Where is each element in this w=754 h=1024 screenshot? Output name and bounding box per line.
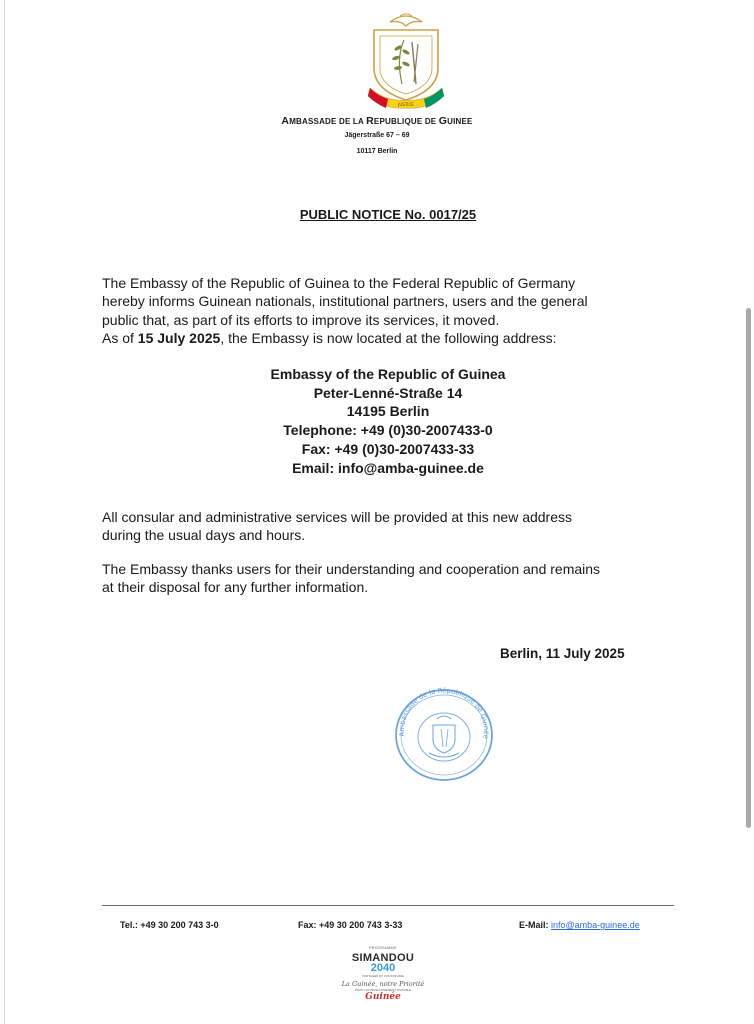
intro-paragraph (102, 274, 692, 348)
embassy-city: 10117 Berlin (356, 148, 398, 155)
address-name: Embassy of the Republic of Guinea (270, 366, 506, 382)
notice-title: PUBLIC NOTICE No. 0017/25 (299, 207, 477, 222)
coat-of-arms-logo (360, 8, 452, 112)
address-email: Email: info@amba-guinee.de (292, 459, 484, 476)
footer-telephone: Tel.: +49 30 200 743 3-0 (120, 920, 219, 930)
footer-fax: Fax: +49 30 200 743 3-33 (298, 920, 403, 930)
place-date: Berlin, 11 July 2025 (500, 646, 625, 661)
footer-divider (102, 905, 674, 906)
address-city: 14195 Berlin (346, 403, 430, 420)
intro-line: public that, as part of its efforts to improve its services, it moved. (102, 311, 500, 328)
simandou-2040-logo: PROGRAMME SIMANDOU 2040 PARTAGER ET CONSTRUIRE La Guinée, notre Priorité POUR UN DÉVELOPPEMENT DURABLE Guinée (341, 946, 425, 1002)
effective-date: 15 July 2025 (137, 330, 221, 347)
services-paragraph: All consular and administrative services will be provided at this new address during the usual days and hours. (102, 509, 572, 544)
address-fax: Fax: +49 (0)30-2007433-33 (301, 440, 475, 457)
svg-text:JUSTICE: JUSTICE (398, 102, 414, 107)
footer-email-link[interactable]: info@amba-guinee.de (551, 920, 640, 930)
embassy-street: Jägerstraße 67 – 69 (344, 132, 410, 139)
address-street: Peter-Lenné-Straße 14 (313, 384, 463, 401)
embassy-name: AMBASSADE DE LA REPUBLIQUE DE GUINEE (281, 115, 473, 127)
thanks-paragraph: The Embassy thanks users for their understanding and cooperation and remains at their disposal for any further information. (102, 561, 601, 596)
footer-email: E-Mail: info@amba-guinee.de (519, 920, 640, 930)
new-address-block (0, 365, 754, 477)
address-telephone: Telephone: +49 (0)30-2007433-0 (283, 422, 493, 439)
official-stamp (393, 687, 495, 783)
intro-line: hereby informs Guinean nationals, institutional partners, users and the general (102, 293, 588, 310)
effective-date-line: As of 15 July 2025, the Embassy is now located at the following address: (102, 330, 557, 347)
intro-line: The Embassy of the Republic of Guinea to the Federal Republic of Germany (102, 275, 576, 291)
svg-text:Ambassade de la République de: Ambassade de la République de Guinée (397, 687, 491, 740)
